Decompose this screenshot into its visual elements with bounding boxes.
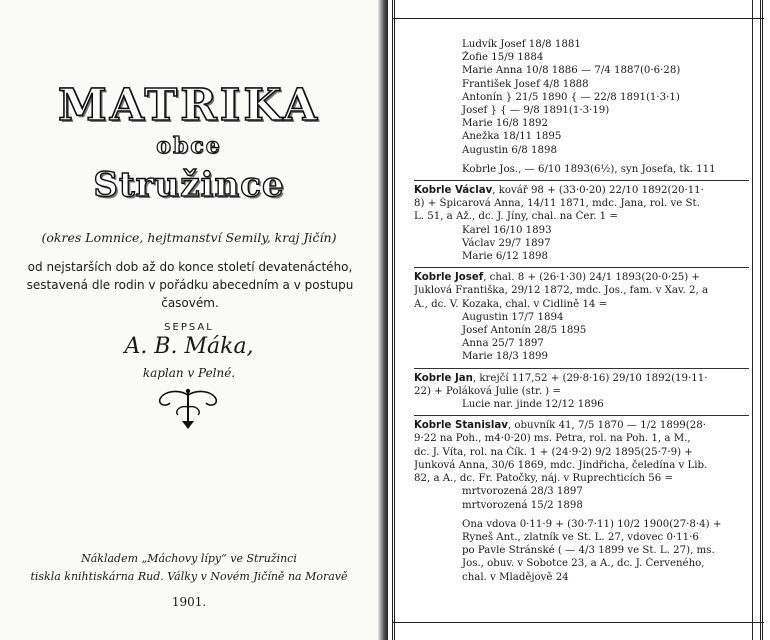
author-role: kaplan v Pelné.	[142, 366, 236, 380]
register-line: Junková Anna, 30/6 1869, mdc. Jindřicha, čeledína v Lib.	[414, 459, 708, 471]
register-line: 8) + Špicarová Anna, 14/11 1871, mdc. Jana, rol. ve St.	[414, 198, 700, 210]
register-line: Marie 18/3 1899	[462, 351, 548, 363]
register-page	[388, 0, 770, 640]
title-page	[0, 0, 378, 640]
description-line-2: sestavená dle rodin v pořádku abecedním a v postupu časovém.	[26, 278, 354, 310]
margin-rule-right	[760, 0, 763, 640]
register-line: Augustin 17/7 1894	[462, 311, 564, 323]
title-matrika: MATRIKA	[58, 80, 320, 131]
register-line: dc. J. Víta, rol. na Čík. 1 + (24·9·2) 9/2 1895(25·7·9) +	[414, 446, 693, 458]
register-entries	[414, 38, 749, 584]
register-line: Kobrle Stanislav, obuvník 41, 7/5 1870 — 1/2 1899(28·	[414, 415, 749, 432]
register-line: Kobrle Josef, chal. 8 + (26·1·30) 24/1 1893(20·0·25) +	[414, 267, 749, 284]
top-rule	[392, 18, 764, 19]
register-line: 82, a A., dc. Fr. Patočky, náj. v Ruprechticích 56 =	[414, 473, 674, 485]
register-line: L. 51, a Až., dc. J. Jíny, chal. na Čer. 1 =	[414, 211, 618, 223]
register-line: Anežka 18/11 1895	[462, 131, 562, 143]
register-line: Žofie 15/9 1884	[462, 52, 544, 64]
margin-rule-left	[392, 0, 395, 640]
register-line: 9·22 na Poh., m4·0·20) ms. Petra, rol. na Poh. 1, a M.,	[414, 433, 691, 445]
register-line: Ona vdova 0·11·9 + (30·7·11) 10/2 1900(27·8·4) +	[462, 518, 722, 530]
register-line: Kobrle Václav, kovář 98 + (33·0·20) 22/10 1892(20·11·	[414, 180, 749, 197]
register-line: Josef } { — 9/8 1891(1·3·19)	[462, 105, 610, 117]
register-line: Josef Antonín 28/5 1895	[462, 325, 587, 337]
register-line: Anna 25/7 1897	[462, 338, 544, 350]
family-head-name: Kobrle Josef	[414, 272, 484, 284]
register-line: Ryneš Ant., zlatník ve St. L. 27, vdovec 0·11·6	[462, 531, 699, 543]
register-line: Juklová Františka, 29/12 1872, mdc. Jos., fam. v Xav. 2, a	[414, 285, 709, 297]
register-line: Lucie nar. jinde 12/12 1896	[462, 399, 604, 411]
register-line: František Josef 4/8 1888	[462, 78, 589, 90]
author-name: A. B. Máka,	[124, 334, 254, 359]
family-head-name: Kobrle Jan	[414, 372, 473, 384]
register-line: A., dc. V. Kozaka, chal. v Cidlině 14 =	[414, 298, 608, 310]
publisher-line-2: tiskla knihtiskárna Rud. Války v Novém Jičíně na Moravě	[30, 570, 348, 583]
title-place: Stružince	[93, 165, 285, 205]
register-line: Antonín } 21/5 1890 { — 22/8 1891(1·3·1)	[462, 91, 680, 103]
book-gutter	[378, 0, 388, 640]
register-line: Marie 16/8 1892	[462, 118, 548, 130]
publisher-line-1: Nákladem „Máchovy lípy“ ve Stružinci	[81, 552, 297, 565]
ornament-icon	[150, 385, 226, 431]
register-line: Jos., obuv. v Sobotce 23, a A., dc. J. Červeného,	[462, 558, 705, 570]
bottom-rule	[392, 622, 764, 623]
subtitle: (okres Lomnice, hejtmanství Semily, kraj Jičín)	[41, 230, 337, 245]
register-line: 22) + Poláková Julie (str. ) =	[414, 385, 561, 397]
register-line: Kobrle Jos., — 6/10 1893(6½), syn Josefa, tk. 111	[462, 163, 716, 175]
register-line: Ludvík Josef 18/8 1881	[462, 39, 581, 50]
title-obce: obce	[156, 133, 222, 159]
family-head-name: Kobrle Václav	[414, 185, 493, 197]
description	[20, 258, 360, 312]
register-line: Marie 6/12 1898	[462, 251, 548, 263]
publication-year: 1901.	[171, 595, 207, 609]
description-line-1: od nejstarších dob až do konce století devatenáctého,	[27, 260, 353, 274]
register-line: Kobrle Jan, krejčí 117,52 + (29·8·16) 29/10 1892(19·11·	[414, 368, 749, 385]
sepsal-label: SEPSAL	[164, 322, 214, 333]
register-line: po Pavle Stránské ( — 4/3 1899 ve St. L. 27), ms.	[462, 545, 715, 557]
register-line: chal. v Mladějově 24	[462, 571, 569, 583]
register-line: mrtvorozená 28/3 1897	[462, 486, 583, 498]
register-line: Marie Anna 10/8 1886 — 7/4 1887(0·6·28)	[462, 65, 681, 77]
register-line: Karel 16/10 1893	[462, 224, 552, 236]
family-head-name: Kobrle Stanislav	[414, 420, 508, 432]
register-line: Augustin 6/8 1898	[462, 144, 557, 156]
margin-rule-right-inner	[752, 0, 753, 640]
register-line: mrtvorozená 15/2 1898	[462, 499, 583, 511]
register-line: Václav 29/7 1897	[462, 237, 551, 249]
